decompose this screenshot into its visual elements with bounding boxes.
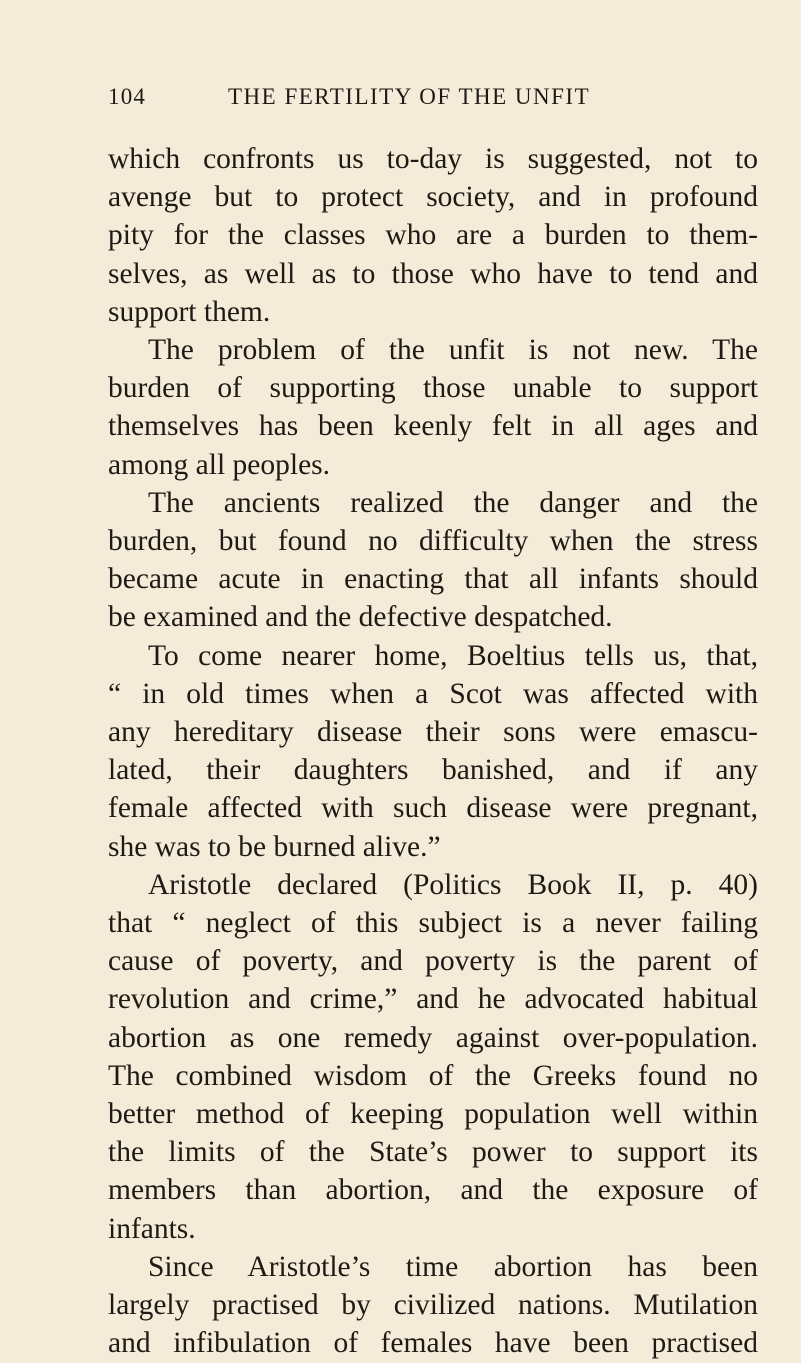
text-line: the limits of the State’s power to support its xyxy=(108,1136,758,1169)
text-line: she was to be burned alive.” xyxy=(108,830,441,863)
text-line: revolution and crime,” and he advocated habitual xyxy=(108,983,758,1016)
text-line: and infibulation of females have been practised xyxy=(108,1327,758,1360)
text-line: avenge but to protect society, and in profound xyxy=(108,181,758,214)
running-head xyxy=(108,84,748,116)
text-line: support them. xyxy=(108,295,271,328)
text-line: “ in old times when a Scot was affected with xyxy=(108,677,758,710)
text-line: that “ neglect of this subject is a never failing xyxy=(108,907,758,940)
text-line: became acute in enacting that all infants should xyxy=(108,563,758,596)
text-line: The problem of the unfit is not new. The xyxy=(148,334,758,367)
text-line: Since Aristotle’s time abortion has been xyxy=(148,1250,758,1283)
text-line: members than abortion, and the exposure of xyxy=(108,1174,758,1207)
running-title: THE FERTILITY OF THE UNFIT xyxy=(228,84,591,109)
text-line: abortion as one remedy against over-population. xyxy=(108,1021,758,1054)
text-line: burden of supporting those unable to support xyxy=(108,372,758,405)
text-line: Aristotle declared (Politics Book II, p. 40) xyxy=(148,868,758,901)
text-line: pity for the classes who are a burden to them- xyxy=(108,219,758,252)
page-number: 104 xyxy=(108,84,147,109)
text-line: cause of poverty, and poverty is the parent of xyxy=(108,945,758,978)
text-line: female affected with such disease were pregnant, xyxy=(108,792,758,825)
text-line: better method of keeping population well within xyxy=(108,1098,758,1131)
text-line: lated, their daughters banished, and if any xyxy=(108,754,758,787)
text-line: largely practised by civilized nations. Mutilation xyxy=(108,1289,758,1322)
text-line: selves, as well as to those who have to tend and xyxy=(108,257,758,290)
text-line: burden, but found no difficulty when the stress xyxy=(108,525,758,558)
text-line: infants. xyxy=(108,1212,196,1245)
text-line: To come nearer home, Boeltius tells us, that, xyxy=(148,639,758,672)
text-line: be examined and the defective despatched. xyxy=(108,601,613,634)
text-line: The ancients realized the danger and the xyxy=(148,486,758,519)
text-line: any hereditary disease their sons were emascu- xyxy=(108,716,758,749)
body-text xyxy=(108,140,758,1363)
text-line: among all peoples. xyxy=(108,448,331,481)
text-line: themselves has been keenly felt in all ages and xyxy=(108,410,758,443)
text-line: The combined wisdom of the Greeks found no xyxy=(108,1059,758,1092)
text-line: which confronts us to-day is suggested, not to xyxy=(108,143,758,175)
